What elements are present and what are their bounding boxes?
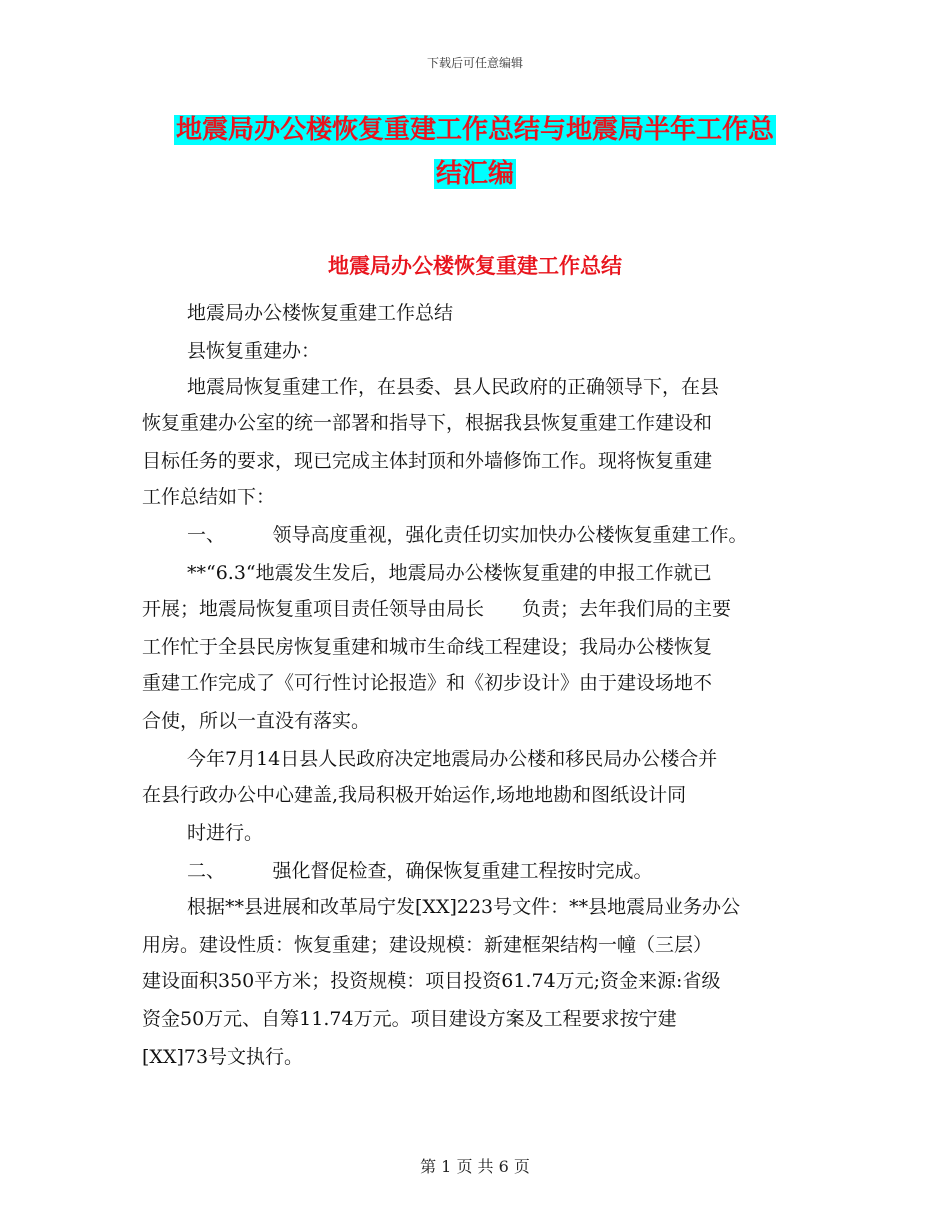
section-title: 地震局办公楼恢复重建工作总结 [328, 254, 622, 278]
body-line: 开展；地震局恢复重项目责任领导由局长 负责；去年我们局的主要 [142, 598, 732, 620]
header-note: 下载后可任意编辑 [426, 56, 523, 70]
body-line: 今年7月14日县人民政府决定地震局办公楼和移民局办公楼合并 [187, 748, 718, 770]
body-line: 工作忙于全县民房恢复重建和城市生命线工程建设；我局办公楼恢复 [142, 636, 713, 658]
body-line: 用房。建设性质：恢复重建；建设规模：新建框架结构一幢（三层） [142, 934, 713, 956]
body-line: 地震局办公楼恢复重建工作总结 [187, 302, 454, 324]
body-line: 一、 领导高度重视，强化责任切实加快办公楼恢复重建工作。 [187, 524, 748, 546]
body-line: 恢复重建办公室的统一部署和指导下，根据我县恢复重建工作建设和 [142, 412, 713, 434]
body-line: 二、 强化督促检查，确保恢复重建工程按时完成。 [187, 860, 653, 882]
body-line: 建设面积350平方米；投资规模：项目投资61.74万元;资金来源:省级 [142, 970, 721, 992]
main-title-line2-text: 结汇编 [435, 159, 514, 189]
body-line: 在县行政办公中心建盖,我局积极开始运作,场地地勘和图纸设计同 [142, 784, 687, 806]
body-line: 时进行。 [187, 822, 264, 844]
main-title-line1 [0, 113, 950, 147]
body-line: 目标任务的要求，现已完成主体封顶和外墙修饰工作。现将恢复重建 [142, 450, 713, 472]
main-title-line2 [0, 157, 950, 191]
body-line: 工作总结如下： [142, 486, 276, 508]
body-line: **“6.3“地震发生发后，地震局办公楼恢复重建的申报工作就已 [187, 562, 712, 584]
body-line: 资金50万元、自筹11.74万元。项目建设方案及工程要求按宁建 [142, 1008, 677, 1030]
main-title-line1-text: 地震局办公楼恢复重建工作总结与地震局半年工作总 [175, 115, 774, 145]
body-line: 合使，所以一直没有落实。 [142, 710, 371, 732]
page-footer: 第 1 页 共 6 页 [420, 1157, 530, 1176]
body-line: 地震局恢复重建工作，在县委、县人民政府的正确领导下，在县 [187, 376, 720, 398]
body-line: 重建工作完成了《可行性讨论报造》和《初步设计》由于建设场地不 [142, 672, 713, 694]
body-line: 根据**县进展和改革局宁发[XX]223号文件：**县地震局业务办公 [187, 896, 741, 918]
body-line: [XX]73号文执行。 [142, 1046, 304, 1068]
body-line: 县恢复重建办： [187, 340, 321, 362]
